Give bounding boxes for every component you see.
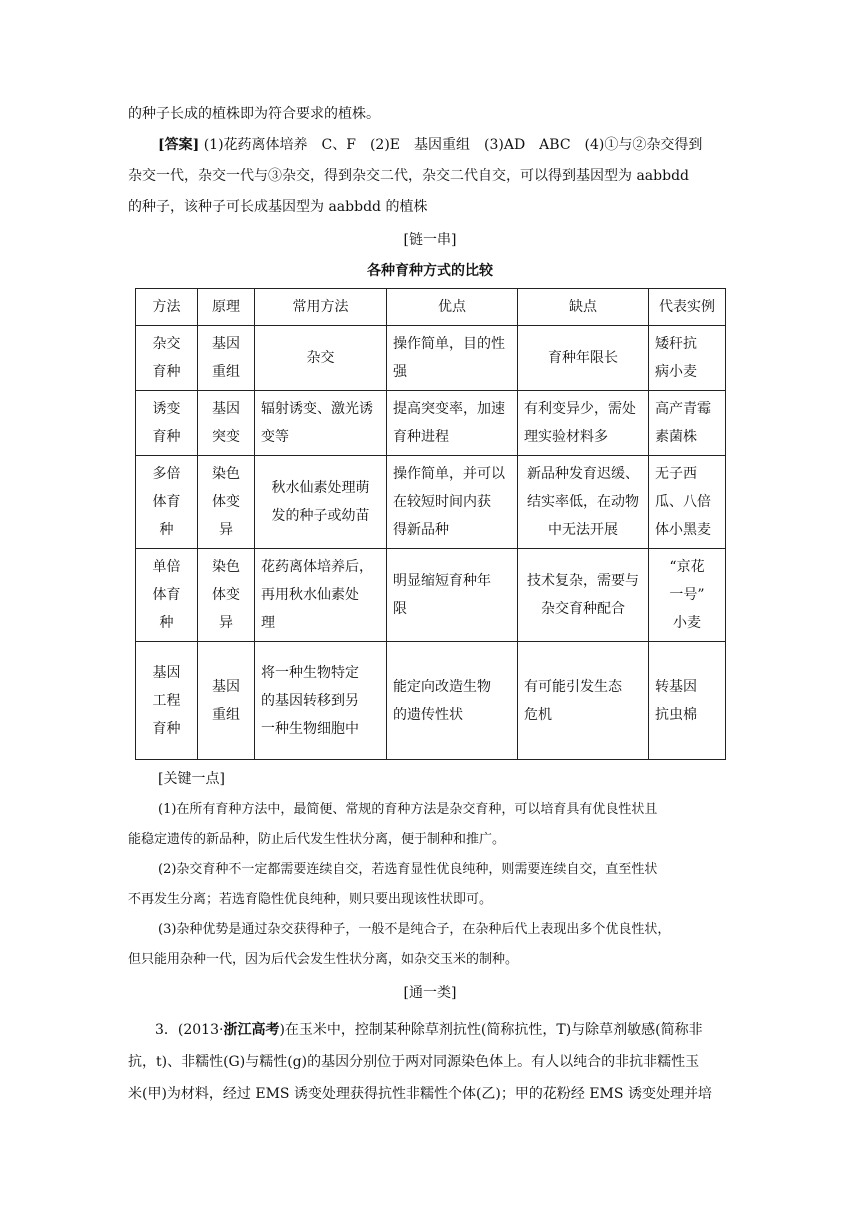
key-point-label: [关键一点]	[158, 771, 225, 787]
question-source: 浙江高考	[223, 1022, 280, 1038]
table-cell: 基因 重组	[198, 326, 255, 391]
table-cell: 转基因 抗虫棉	[649, 642, 726, 760]
table-cell: 诱变 育种	[136, 391, 198, 456]
table-cell: 杂交 育种	[136, 326, 198, 391]
table-cell: 高产青霉 素菌株	[649, 391, 726, 456]
table-cell: 辐射诱变、激光诱 变等	[255, 391, 387, 456]
header-cell: 原理	[198, 289, 255, 326]
table-cell: 育种年限长	[518, 326, 649, 391]
text-line: 杂交一代，杂交一代与③杂交，得到杂交二代，杂交二代自交，可以得到基因型为 aabbdd	[128, 168, 689, 184]
table-header-row	[136, 289, 726, 326]
header-cell: 优点	[387, 289, 518, 326]
answer-text: (1)花药离体培养 C、F (2)E 基因重组 (3)AD ABC (4)①与②杂交得到	[203, 137, 703, 153]
table-cell: 提高突变率，加速 育种进程	[387, 391, 518, 456]
table-cell: 杂交	[255, 326, 387, 391]
text-line: 的种子长成的植株即为符合要求的植株。	[128, 106, 380, 122]
table-cell: 无子西 瓜、八倍 体小黑麦	[649, 456, 726, 549]
key-point-text: (1)在所有育种方法中，最简便、常规的育种方法是杂交育种，可以培育具有优良性状且	[158, 802, 658, 817]
question-text: )在玉米中，控制某种除草剂抗性(简称抗性，T)与除草剂敏感(简称非	[279, 1022, 703, 1038]
header-cell: 方法	[136, 289, 198, 326]
header-cell: 常用方法	[255, 289, 387, 326]
answer-line	[158, 134, 702, 154]
table-cell: 基因 工程 育种	[136, 642, 198, 760]
table-cell: 有利变异少，需处 理实验材料多	[518, 391, 649, 456]
key-point-text: 能稳定遗传的新品种，防止后代发生性状分离，便于制种和推广。	[128, 832, 506, 847]
key-point-text: (2)杂交育种不一定都需要连续自交，若选育显性优良纯种，则需要连续自交，直至性状	[158, 862, 658, 877]
text-line: 的种子，该种子可长成基因型为 aabbdd 的植株	[128, 199, 428, 215]
table-row	[136, 456, 726, 549]
question-number: 3．(2013·	[155, 1022, 224, 1038]
table-row	[136, 549, 726, 642]
question-line	[155, 1019, 703, 1039]
table-cell: 能定向改造生物 的遗传性状	[387, 642, 518, 760]
key-point-text: (3)杂种优势是通过杂交获得种子，一般不是纯合子，在杂种后代上表现出多个优良性状，	[158, 922, 671, 937]
question-line: 米(甲)为材料，经过 EMS 诱变处理获得抗性非糯性个体(乙)；甲的花粉经 EMS 诱变处理并培	[128, 1086, 712, 1102]
comparison-table	[135, 288, 726, 760]
key-point-text: 不再发生分离；若选育隐性优良纯种，则只要出现该性状即可。	[128, 892, 493, 907]
table-title: 各种育种方式的比较	[367, 263, 493, 279]
table-cell: 基因 突变	[198, 391, 255, 456]
answer-label: [答案]	[158, 137, 200, 153]
table-cell: 秋水仙素处理萌 发的种子或幼苗	[255, 456, 387, 549]
table-row	[136, 391, 726, 456]
table-cell: 操作简单，并可以 在较短时间内获 得新品种	[387, 456, 518, 549]
table-cell: 染色 体变 异	[198, 456, 255, 549]
table-cell: 染色 体变 异	[198, 549, 255, 642]
table-cell: 新品种发育迟缓、 结实率低，在动物 中无法开展	[518, 456, 649, 549]
question-line: 抗，t)、非糯性(G)与糯性(g)的基因分别位于两对同源染色体上。有人以纯合的非抗非糯性玉	[128, 1054, 700, 1070]
table-cell: 明显缩短育种年 限	[387, 549, 518, 642]
header-cell: 代表实例	[649, 289, 726, 326]
table-row	[136, 326, 726, 391]
section-heading: [链一串]	[403, 232, 457, 248]
table-row	[136, 642, 726, 760]
table-cell: 多倍 体育 种	[136, 456, 198, 549]
header-cell: 缺点	[518, 289, 649, 326]
key-point-text: 但只能用杂种一代，因为后代会发生性状分离，如杂交玉米的制种。	[128, 952, 519, 967]
section-heading: [通一类]	[403, 985, 457, 1001]
table-cell: 有可能引发生态 危机	[518, 642, 649, 760]
table-cell: 操作简单，目的性 强	[387, 326, 518, 391]
table-cell: 单倍 体育 种	[136, 549, 198, 642]
table-cell: 技术复杂，需要与 杂交育种配合	[518, 549, 649, 642]
table-cell: 花药离体培养后， 再用秋水仙素处 理	[255, 549, 387, 642]
table-cell: 将一种生物特定 的基因转移到另 一种生物细胞中	[255, 642, 387, 760]
table-cell: 矮秆抗 病小麦	[649, 326, 726, 391]
table-cell: “京花 一号” 小麦	[649, 549, 726, 642]
table-cell: 基因 重组	[198, 642, 255, 760]
